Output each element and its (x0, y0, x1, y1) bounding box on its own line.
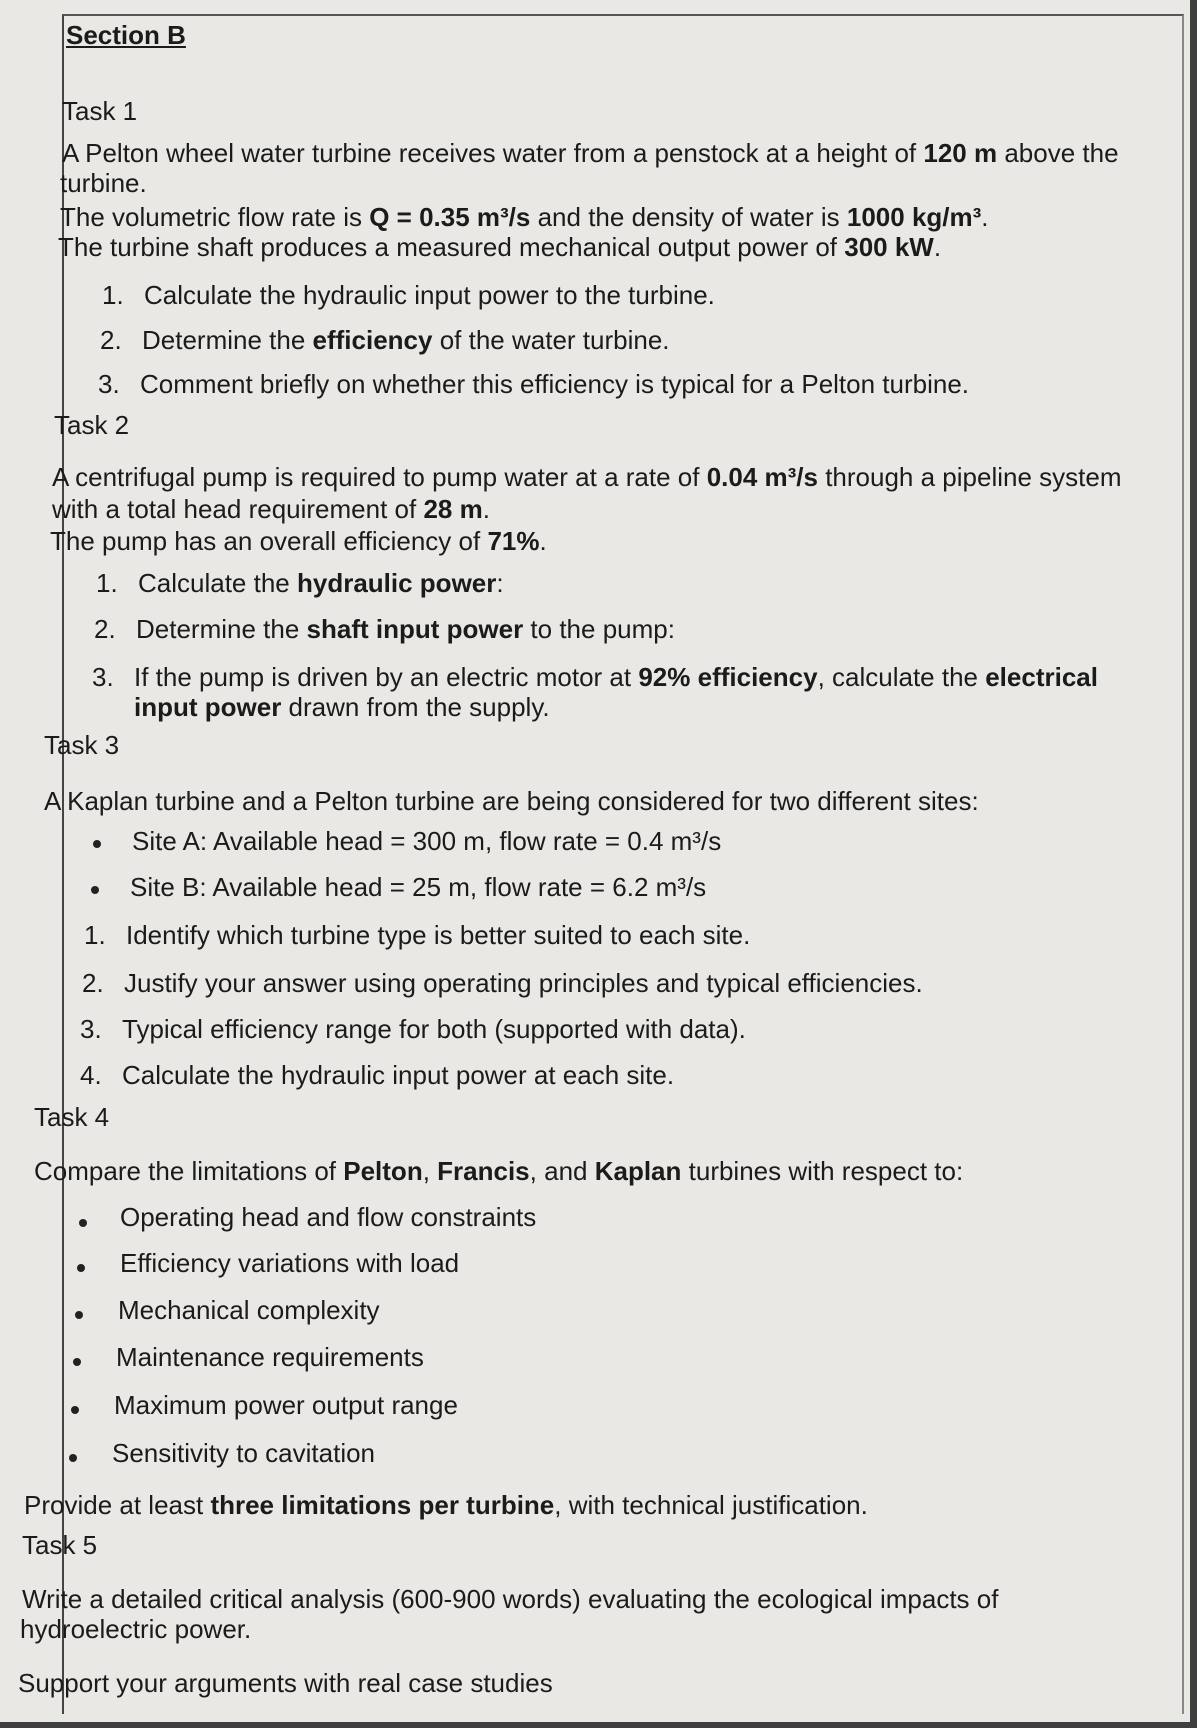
text-run: to the pump: (523, 614, 675, 644)
text-run: Compare the limitations of (34, 1156, 344, 1186)
text-run: turbines with respect to: (681, 1156, 964, 1186)
text-run: Available head = 25 m, flow rate = 6.2 m³/s (206, 872, 707, 902)
bullet-dot (71, 1406, 79, 1414)
text-run: : (496, 568, 504, 598)
item-number: 1. (84, 920, 106, 950)
text-run: . (539, 526, 547, 556)
task-2-intro-line-2 (52, 494, 490, 524)
bold-text: 71% (487, 526, 540, 556)
task-5-title: Task 5 (22, 1530, 98, 1560)
text-run: Justify your answer using operating principles and typical efficiencies. (124, 968, 923, 998)
item-number: 1. (102, 280, 124, 310)
text-run: A Kaplan turbine and a Pelton turbine are being considered for two different sites: (44, 786, 979, 816)
text-run: Mechanical complexity (118, 1295, 380, 1325)
bullet-dot (91, 886, 99, 894)
bold-text: 92% efficiency (638, 662, 818, 692)
text-run: Operating head and flow constraints (120, 1202, 537, 1232)
bold-text: 120 m (923, 138, 998, 168)
item-number: 4. (80, 1060, 102, 1090)
task-4-outro (24, 1490, 868, 1520)
item-number: 2. (94, 614, 116, 644)
text-run: hydroelectric power. (20, 1614, 252, 1644)
task-2-title: Task 2 (54, 410, 130, 440)
task-1-item-3 (98, 369, 969, 399)
text-run: Sensitivity to cavitation (112, 1438, 376, 1468)
bold-text: 1000 kg/m³ (846, 202, 982, 232)
task-1-intro-line-4 (58, 232, 941, 262)
task-1-title: Task 1 (62, 96, 138, 126)
text-run: The turbine shaft produces a measured mechanical output power of (58, 232, 845, 262)
item-number: 2. (82, 968, 104, 998)
task-4-bullet-2 (120, 1248, 459, 1278)
section-title: Section B (66, 20, 186, 50)
text-run: Site A: (132, 826, 208, 856)
bold-text: three limitations per turbine (210, 1490, 555, 1520)
bold-text: input power (134, 692, 282, 722)
bold-text: shaft input power (306, 614, 524, 644)
item-number: 3. (98, 369, 120, 399)
bullet-dot (93, 840, 101, 848)
text-run: above the (997, 138, 1119, 168)
task-3-site-a (132, 826, 721, 856)
task-3-item-3 (80, 1014, 746, 1044)
text-run: . (933, 232, 942, 262)
task-2-item-1 (96, 568, 504, 598)
text-run: Identify which turbine type is better suited to each site. (126, 920, 751, 950)
task-5-intro-line-3 (18, 1668, 553, 1698)
text-run: Maintenance requirements (116, 1342, 424, 1372)
item-number: 1. (96, 568, 118, 598)
text-run: Support your arguments with real case studies (18, 1668, 553, 1698)
text-run: Site B: (130, 872, 207, 902)
item-number: 2. (100, 325, 122, 355)
bold-text: 0.04 m³/s (706, 462, 818, 492)
text-run: turbine. (60, 168, 147, 198)
text-run: A centrifugal pump is required to pump water at a rate of (52, 462, 707, 492)
task-2-item-3-cont (92, 692, 550, 722)
bold-text: Kaplan (594, 1156, 682, 1186)
text-run: Maximum power output range (114, 1390, 458, 1420)
bullet-dot (69, 1454, 77, 1462)
task-3-site-b (130, 872, 706, 902)
text-run: , calculate the (817, 662, 986, 692)
bold-text: efficiency (312, 325, 433, 355)
task-1-intro-line-2 (60, 168, 147, 198)
text-run: , and (529, 1156, 595, 1186)
text-run: with a total head requirement of (52, 494, 424, 524)
text-run: Determine the (136, 614, 307, 644)
text-run: . (482, 494, 490, 524)
task-4-title: Task 4 (34, 1102, 110, 1132)
bold-text: Francis (437, 1156, 530, 1186)
task-4-bullet-3 (118, 1295, 380, 1325)
task-1-intro-line-1 (62, 138, 1119, 168)
task-1-item-2 (100, 325, 670, 355)
text-run: through a pipeline system (817, 462, 1122, 492)
task-4-bullet-5 (114, 1390, 458, 1420)
task-2-intro-line-3 (50, 526, 547, 556)
text-run: Efficiency variations with load (120, 1248, 460, 1278)
task-3-item-4 (80, 1060, 674, 1090)
bold-text: hydraulic power (296, 568, 497, 598)
task-4-bullet-4 (116, 1342, 424, 1372)
task-1-intro-line-3 (60, 202, 989, 232)
text-run: Comment briefly on whether this efficiency is typical for a Pelton turbine. (140, 369, 970, 399)
text-run: Calculate the hydraulic input power to the turbine. (144, 280, 715, 310)
text-run: If the pump is driven by an electric motor at (134, 662, 639, 692)
task-1-item-1 (102, 280, 715, 310)
bold-text: Pelton (343, 1156, 423, 1186)
bold-text: 300 kW (844, 232, 934, 262)
text-run: . (981, 202, 989, 232)
task-3-item-1 (84, 920, 750, 950)
item-number: 3. (92, 662, 114, 692)
task-4-bullet-6 (112, 1438, 375, 1468)
task-5-intro-line-1 (22, 1584, 998, 1614)
bold-text: 28 m (423, 494, 483, 524)
bullet-dot (79, 1219, 87, 1227)
bullet-dot (75, 1311, 83, 1319)
bold-text: electrical (985, 662, 1098, 692)
task-3-title: Task 3 (44, 730, 120, 760)
task-3-item-2 (82, 968, 923, 998)
bullet-dot (77, 1264, 85, 1272)
task-3-intro (44, 786, 979, 816)
text-run: Write a detailed critical analysis (600-900 words) evaluating the ecological impacts of (22, 1584, 999, 1614)
task-4-bullet-1 (120, 1202, 536, 1232)
text-run: Calculate the (138, 568, 297, 598)
bold-text: Q = 0.35 m³/s (369, 202, 531, 232)
task-2-intro-line-1 (52, 462, 1122, 492)
text-run: Determine the (142, 325, 313, 355)
text-run: Available head = 300 m, flow rate = 0.4 m³/s (207, 826, 722, 856)
task-4-intro (34, 1156, 963, 1186)
text-run: The pump has an overall efficiency of (50, 526, 488, 556)
text-run: , (422, 1156, 438, 1186)
item-number: 3. (80, 1014, 102, 1044)
text-run: The volumetric flow rate is (60, 202, 370, 232)
text-run: A Pelton wheel water turbine receives water from a penstock at a height of (62, 138, 924, 168)
text-run: and the density of water is (530, 202, 847, 232)
text-run: of the water turbine. (432, 325, 670, 355)
task-2-item-3 (92, 662, 1098, 692)
bullet-dot (73, 1358, 81, 1366)
task-5-intro-line-2 (20, 1614, 251, 1644)
task-2-item-2 (94, 614, 675, 644)
text-run: , with technical justification. (554, 1490, 868, 1520)
text-run: Provide at least (24, 1490, 211, 1520)
text-run: drawn from the supply. (281, 692, 550, 722)
text-run: Calculate the hydraulic input power at each site. (122, 1060, 675, 1090)
text-run: Typical efficiency range for both (supported with data). (122, 1014, 746, 1044)
